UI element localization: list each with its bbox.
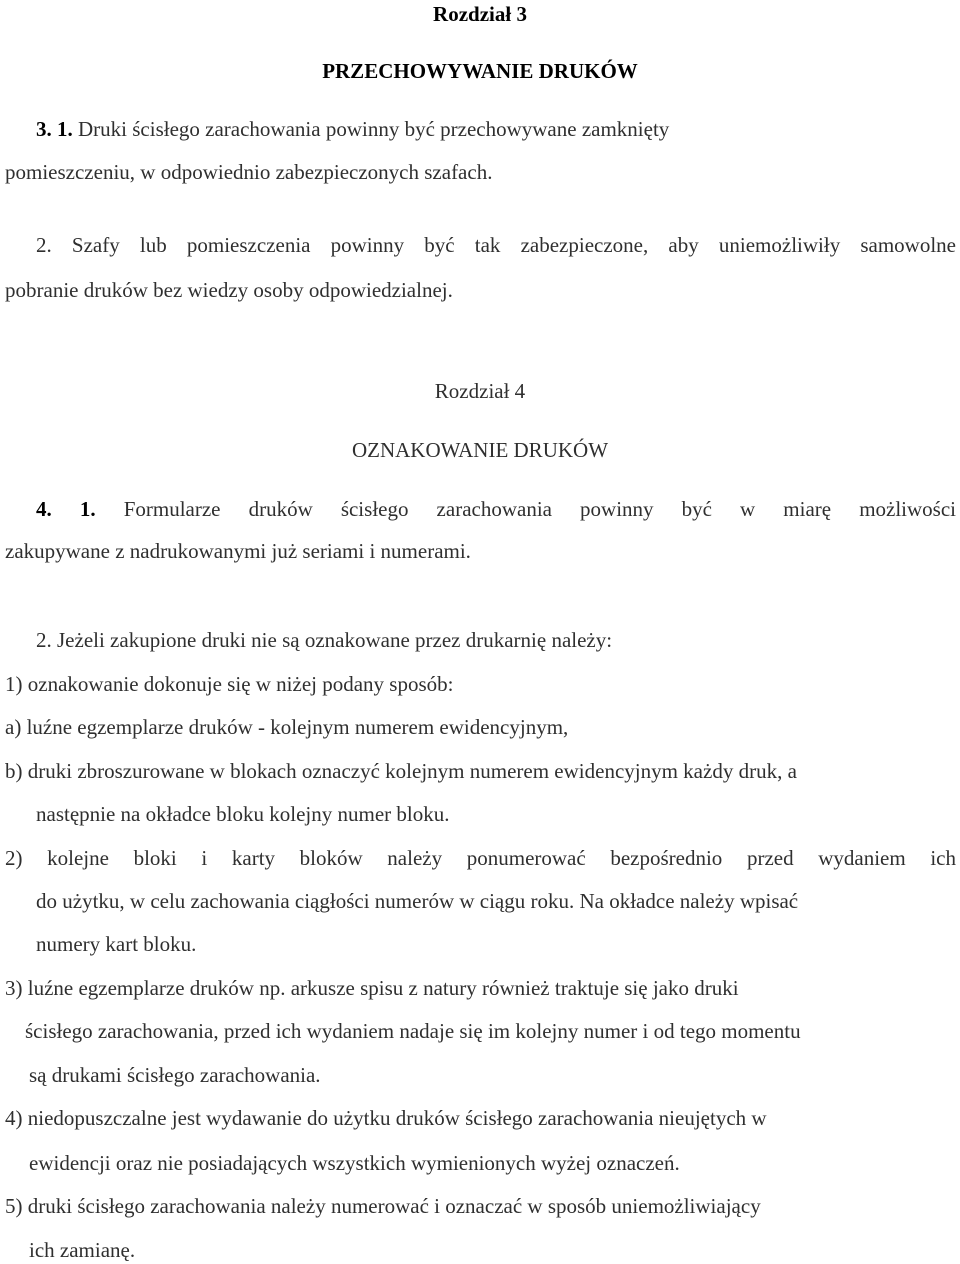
list-item-continuation: do użytku, w celu zachowania ciągłości numerów w ciągu roku. Na okładce należy wpisać [36, 889, 799, 913]
list-item: 3) luźne egzemplarze druków np. arkusze spisu z natury również traktuje się jako druki [5, 976, 739, 1000]
list-item: 2) kolejne bloki i karty bloków należy ponumerować bezpośrednio przed wydaniem ich [5, 846, 956, 870]
list-item: a) luźne egzemplarze druków - kolejnym numerem ewidencyjnym, [5, 715, 569, 739]
chapter3-p2-line2: pobranie druków bez wiedzy osoby odpowiedzialnej. [5, 278, 453, 302]
chapter4-heading: Rozdział 4 [434, 379, 526, 403]
list-item-continuation: następnie na okładce bloku kolejny numer bloku. [36, 802, 450, 826]
chapter3-title: PRZECHOWYWANIE DRUKÓW [322, 59, 638, 83]
list-item-continuation: numery kart bloku. [36, 932, 197, 956]
list-item-continuation: ścisłego zarachowania, przed ich wydaniem nadaje się im kolejny numer i od tego momentu [25, 1019, 801, 1043]
chapter4-p1-line1 [36, 495, 956, 523]
list-item-continuation: ich zamianę. [29, 1238, 136, 1262]
list-item: b) druki zbroszurowane w blokach oznaczyć kolejnym numerem ewidencyjnym każdy druk, a [5, 759, 797, 783]
paragraph-number: 3. 1. [36, 117, 73, 141]
paragraph-number: 2. [36, 233, 52, 257]
paragraph-number: 4. 1. [36, 497, 96, 521]
paragraph-text: Szafy lub pomieszczenia powinny być tak zabezpieczone, aby uniemożliwiły samowolne [71, 233, 957, 257]
chapter3-p2-line1 [36, 231, 956, 259]
list-item-continuation: są drukami ścisłego zarachowania. [29, 1063, 321, 1087]
list-item: 5) druki ścisłego zarachowania należy numerować i oznaczać w sposób uniemożliwiający [5, 1194, 761, 1218]
chapter4-p2-line1: 2. Jeżeli zakupione druki nie są oznakowane przez drukarnię należy: [36, 628, 613, 652]
chapter3-p1-line2: pomieszczeniu, w odpowiednio zabezpieczonych szafach. [5, 160, 493, 184]
chapter4-p1-line2: zakupywane z nadrukowanymi już seriami i numerami. [5, 539, 471, 563]
paragraph-text: Druki ścisłego zarachowania powinny być przechowywane zamknięty [78, 117, 670, 141]
chapter3-p1-line1 [36, 115, 669, 143]
paragraph-text: Formularze druków ścisłego zarachowania powinny być w miarę możliwości [123, 497, 957, 521]
list-item: 1) oznakowanie dokonuje się w niżej podany sposób: [5, 672, 454, 696]
list-item: 4) niedopuszczalne jest wydawanie do użytku druków ścisłego zarachowania nieujętych w [5, 1106, 767, 1130]
chapter4-title: OZNAKOWANIE DRUKÓW [351, 438, 609, 462]
list-item-continuation: ewidencji oraz nie posiadających wszystkich wymienionych wyżej oznaczeń. [29, 1151, 680, 1175]
chapter3-heading: Rozdział 3 [433, 2, 527, 26]
